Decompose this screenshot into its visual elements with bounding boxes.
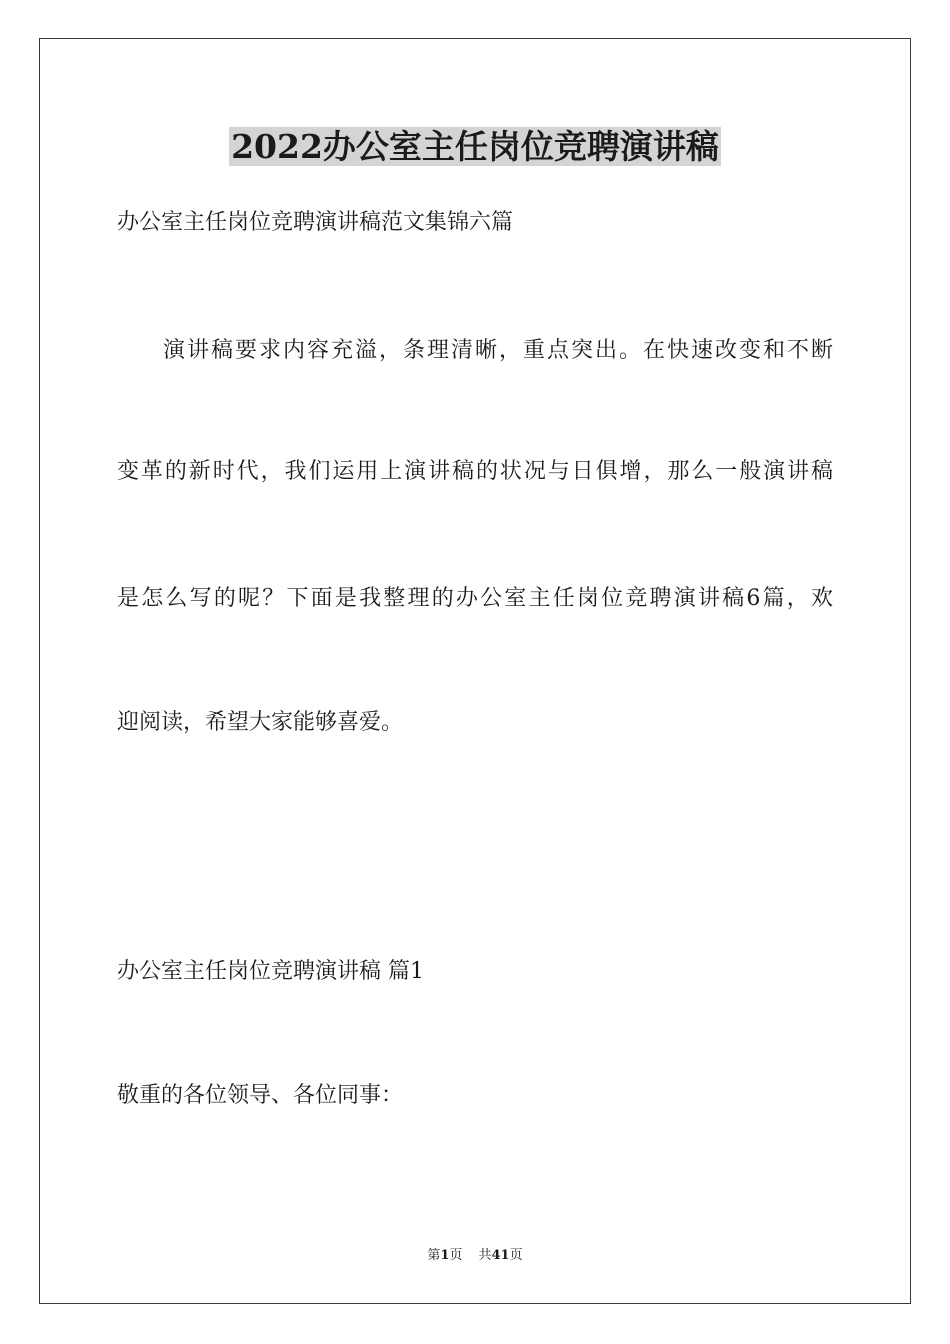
salutation: 敬重的各位领导、各位同事： — [117, 1083, 404, 1108]
document-subtitle: 办公室主任岗位竞聘演讲稿范文集锦六篇 — [117, 210, 514, 235]
footer-total-suffix: 页 — [509, 1248, 523, 1263]
intro-line-3: 是怎么写的呢？下面是我整理的办公室主任岗位竞聘演讲稿6篇，欢 — [117, 586, 833, 611]
intro-line-1: 演讲稿要求内容充溢，条理清晰，重点突出。在快速改变和不断 — [163, 338, 833, 363]
footer-total-pages: 41 — [491, 1248, 510, 1263]
footer-page-number: 1 — [440, 1248, 450, 1263]
intro-line-2: 变革的新时代，我们运用上演讲稿的状况与日俱增，那么一般演讲稿 — [117, 459, 833, 484]
footer-page-prefix: 第 — [427, 1248, 441, 1263]
section-heading: 办公室主任岗位竞聘演讲稿 篇1 — [117, 959, 424, 984]
footer-total-prefix: 共 — [478, 1248, 492, 1263]
document-title-text: 2022办公室主任岗位竞聘演讲稿 — [231, 127, 719, 166]
intro-line-4: 迎阅读，希望大家能够喜爱。 — [117, 710, 404, 735]
document-title — [0, 125, 950, 169]
footer-page-suffix: 页 — [449, 1248, 463, 1263]
page-footer — [0, 1246, 950, 1266]
